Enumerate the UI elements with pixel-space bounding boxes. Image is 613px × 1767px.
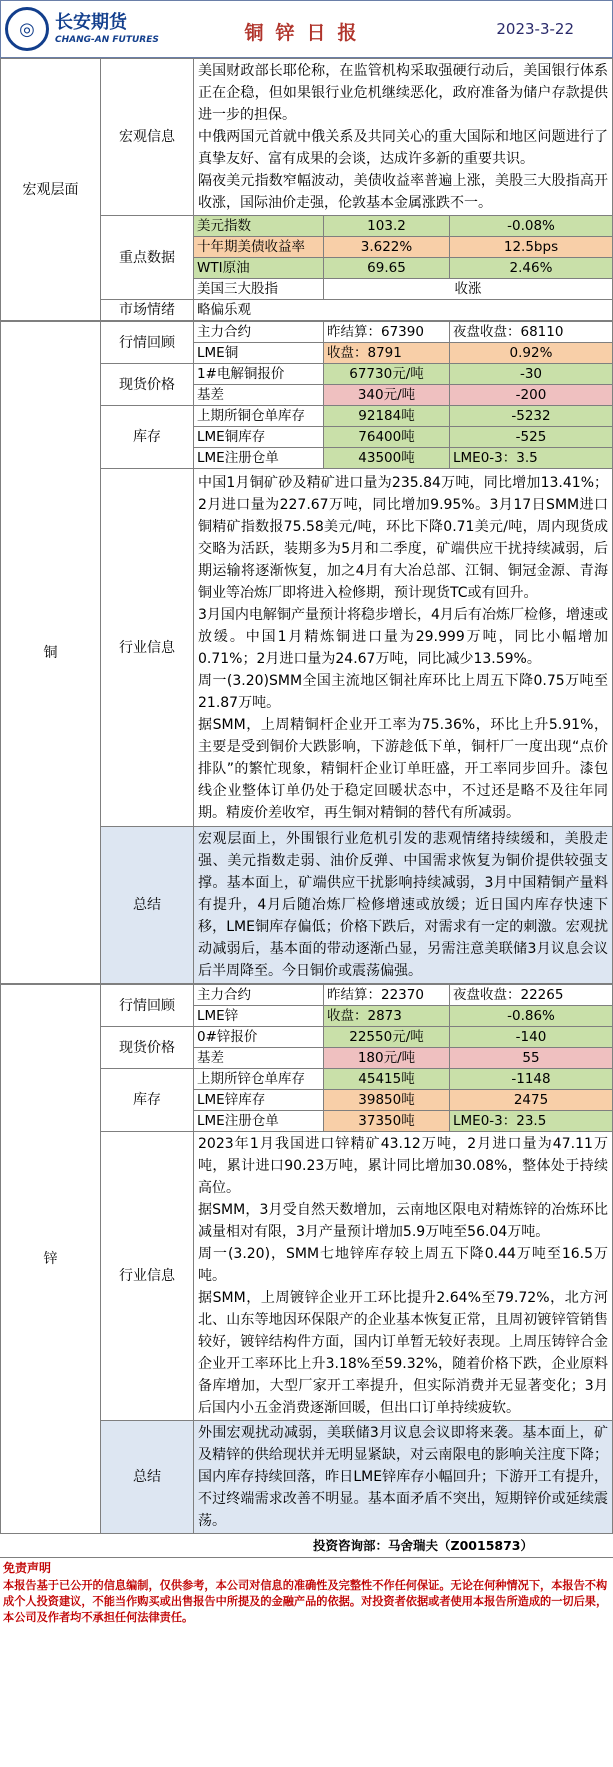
copper-industry-paragraph: 3月国内电解铜产量预计将稳步增长，4月后有冶炼厂检修，增速或放缓。中国1月精炼铜进口量为29.999万吨，同比小幅增加0.71%；2月进口量为24.67万吨，同比减少13.59%。 <box>198 606 608 667</box>
macro-section-label: 宏观层面 <box>1 59 101 321</box>
key-data-name: 十年期美债收益率 <box>194 237 324 258</box>
zinc-stock-change: -1148 <box>450 1069 613 1090</box>
disclaimer-title: 免责声明 <box>3 1561 52 1575</box>
zinc-industry-paragraph: 2023年1月我国进口锌精矿43.12万吨，2月进口量为47.11万吨，累计进口90.23万吨，累计同比增加30.08%，整体处于持续高位。 <box>198 1136 608 1196</box>
copper-table <box>0 321 613 984</box>
zinc-stock-value: 39850吨 <box>324 1090 450 1111</box>
macro-info-cell <box>194 59 613 216</box>
logo-emblem-icon: ◎ <box>5 7 49 51</box>
copper-stock-change: LME0-3：3.5 <box>450 448 613 469</box>
logo-en-text: CHANG-AN FUTURES <box>55 35 159 45</box>
copper-stock-value: 92184吨 <box>324 406 450 427</box>
report-title: 铜锌日报 <box>244 22 369 44</box>
macro-info-paragraph: 隔夜美元指数窄幅波动，美债收益率普遍上涨，美股三大股指高开收涨，国际油价走强，伦敦基本金属涨跌不一。 <box>198 173 608 211</box>
key-data-label: 重点数据 <box>101 216 194 300</box>
copper-basis-name: 基差 <box>194 385 324 406</box>
zinc-stock-name: LME注册仓单 <box>194 1111 324 1132</box>
copper-basis-change: -200 <box>450 385 613 406</box>
key-data-value: 103.2 <box>324 216 450 237</box>
zinc-stock-change: 2475 <box>450 1090 613 1111</box>
copper-spot-label: 现货价格 <box>101 364 194 406</box>
logo-cn-text: 长安期货 <box>55 12 127 33</box>
copper-section-label: 铜 <box>1 322 101 984</box>
copper-night-close: 夜盘收盘：68110 <box>450 322 613 343</box>
zinc-basis-name: 基差 <box>194 1048 324 1069</box>
copper-spot-change: -30 <box>450 364 613 385</box>
zinc-market-label: 行情回顾 <box>101 985 194 1027</box>
key-data-name: WTI原油 <box>194 258 324 279</box>
copper-stock-change: -525 <box>450 427 613 448</box>
report-header <box>0 0 613 58</box>
copper-industry-paragraph: 周一(3.20)SMM全国主流地区铜社库环比上周五下降0.75万吨至21.87万吨。 <box>198 672 608 711</box>
copper-industry-cell <box>194 469 613 827</box>
report-date: 2023-3-22 <box>496 20 574 38</box>
copper-spot-name: 1#电解铜报价 <box>194 364 324 385</box>
zinc-stock-change: LME0-3：23.5 <box>450 1111 613 1132</box>
key-data-value: 收涨 <box>324 279 613 300</box>
zinc-stock-name: 上期所锌仓单库存 <box>194 1069 324 1090</box>
copper-market-label: 行情回顾 <box>101 322 194 364</box>
copper-main-contract: 主力合约 <box>194 322 324 343</box>
key-data-name: 美元指数 <box>194 216 324 237</box>
zinc-prev-settle: 昨结算：22370 <box>324 985 450 1006</box>
zinc-stock-name: LME锌库存 <box>194 1090 324 1111</box>
copper-lme-name: LME铜 <box>194 343 324 364</box>
zinc-main-contract: 主力合约 <box>194 985 324 1006</box>
copper-stock-name: LME注册仓单 <box>194 448 324 469</box>
copper-stock-change: -5232 <box>450 406 613 427</box>
zinc-table <box>0 984 613 1534</box>
copper-stock-name: 上期所铜仓单库存 <box>194 406 324 427</box>
copper-basis-value: 340元/吨 <box>324 385 450 406</box>
zinc-spot-price: 22550元/吨 <box>324 1027 450 1048</box>
key-data-change: 2.46% <box>450 258 613 279</box>
zinc-lme-change: -0.86% <box>450 1006 613 1027</box>
key-data-change: 12.5bps <box>450 237 613 258</box>
copper-stock-value: 76400吨 <box>324 427 450 448</box>
zinc-basis-change: 55 <box>450 1048 613 1069</box>
zinc-lme-name: LME锌 <box>194 1006 324 1027</box>
macro-info-label: 宏观信息 <box>101 59 194 216</box>
copper-prev-settle: 昨结算：67390 <box>324 322 450 343</box>
macro-table <box>0 58 613 321</box>
zinc-night-close: 夜盘收盘：22265 <box>450 985 613 1006</box>
zinc-spot-change: -140 <box>450 1027 613 1048</box>
copper-spot-price: 67730元/吨 <box>324 364 450 385</box>
macro-info-paragraph: 美国财政部长耶伦称，在监管机构采取强硬行动后，美国银行体系正在企稳，但如果银行业危机继续恶化，政府准备为储户存款提供进一步的担保。 <box>198 63 608 123</box>
zinc-lme-close: 收盘：2873 <box>324 1006 450 1027</box>
key-data-change: -0.08% <box>450 216 613 237</box>
copper-industry-label: 行业信息 <box>101 469 194 827</box>
zinc-industry-cell <box>194 1132 613 1421</box>
zinc-stock-value: 45415吨 <box>324 1069 450 1090</box>
copper-industry-paragraph: 据SMM，上周精铜杆企业开工率为75.36%，环比上升5.91%，主要是受到铜价大跌影响，下游趁低下单，铜杆厂一度出现“点价排队”的繁忙现象，精铜杆企业订单旺盛，开工率同步回升。漆包线企业整体订单仍处于稳定回暖状态中，不过还是略不及往年同期。精废价差收窄，再生铜对精铜的替代有所减弱。 <box>198 716 608 821</box>
zinc-industry-label: 行业信息 <box>101 1132 194 1421</box>
copper-lme-close: 收盘：8791 <box>324 343 450 364</box>
key-data-value: 3.622% <box>324 237 450 258</box>
zinc-stock-label: 库存 <box>101 1069 194 1132</box>
copper-summary-label: 总结 <box>101 827 194 984</box>
zinc-industry-paragraph: 据SMM，3月受自然天数增加，云南地区限电对精炼锌的冶炼环比减量相对有限，3月产量预计增加5.9万吨至56.04万吨。 <box>198 1202 608 1240</box>
copper-lme-change: 0.92% <box>450 343 613 364</box>
copper-stock-value: 43500吨 <box>324 448 450 469</box>
copper-stock-label: 库存 <box>101 406 194 469</box>
zinc-spot-name: 0#锌报价 <box>194 1027 324 1048</box>
zinc-summary: 外围宏观扰动减弱，美联储3月议息会议即将来袭。基本面上，矿及精锌的供给现状并无明显紧缺，对云南限电的影响关注度下降；国内库存持续回落，昨日LME锌库存小幅回升；下游开工有提升，不过终端需求改善不明显。基本面矛盾不突出，短期锌价或延续震荡。 <box>194 1421 613 1534</box>
zinc-basis-value: 180元/吨 <box>324 1048 450 1069</box>
zinc-section-label: 锌 <box>1 985 101 1534</box>
macro-info-paragraph: 中俄两国元首就中俄关系及共同关心的重大国际和地区问题进行了真挚友好、富有成果的会谈，达成许多新的重要共识。 <box>198 129 608 167</box>
zinc-spot-label: 现货价格 <box>101 1027 194 1069</box>
key-data-value: 69.65 <box>324 258 450 279</box>
copper-industry-paragraph: 中国1月铜矿砂及精矿进口量为235.84万吨，同比增加13.41%；2月进口量为227.67万吨，同比增加9.95%。3月17日SMM进口铜精矿指数报75.58美元/吨，环比下降0.71美元/吨，周内现货成交略为活跃，装期多为5月和二季度，矿端供应干扰持续减弱，后期运输将逐渐恢复，加之4月有大冶总部、江铜、铜冠金源、青海铜业等冶炼厂即将进入检修期，预计现货TC或有回升。 <box>198 474 608 601</box>
copper-stock-name: LME铜库存 <box>194 427 324 448</box>
copper-summary: 宏观层面上，外围银行业危机引发的悲观情绪持续缓和，美股走强、美元指数走弱、油价反弹、中国需求恢复为铜价提供较强支撑。基本面上，矿端供应干扰影响持续减弱，3月中国精铜产量料有提升，4月后随冶炼厂检修增速或放缓；近日国内库存快速下移，LME铜库存偏低；价格下跌后，对需求有一定的刺激。宏观扰动减弱后，基本面的带动逐渐凸显，另需注意美联储3月议息会议后半周降至。今日铜价或震荡偏强。 <box>194 827 613 984</box>
sentiment-label: 市场情绪 <box>101 300 194 321</box>
sentiment-value: 略偏乐观 <box>194 300 613 321</box>
zinc-industry-paragraph: 周一(3.20)，SMM七地锌库存较上周五下降0.44万吨至16.5万吨。 <box>198 1246 608 1284</box>
zinc-stock-value: 37350吨 <box>324 1111 450 1132</box>
disclaimer-text: 本报告基于已公开的信息编制，仅供参考，本公司对信息的准确性及完整性不作任何保证。无论在何种情况下，本报告不构成个人投资建议，不能当作购买或出售报告中所提及的金融产品的依据。对投资者依据或者使用本报告所造成的一切后果，本公司及作者均不承担任何法律责任。 <box>3 1579 608 1624</box>
zinc-summary-label: 总结 <box>101 1421 194 1534</box>
analyst-credit: 投资咨询部：马舍瑞夫（Z0015873） <box>0 1534 613 1558</box>
key-data-name: 美国三大股指 <box>194 279 324 300</box>
zinc-industry-paragraph: 据SMM，上周镀锌企业开工环比提升2.64%至79.72%，北方河北、山东等地因环保限产的企业基本恢复正常，且周初镀锌管销售较好，镀锌结构件方面，国内订单暂无较好表现。上周压铸锌合金企业开工率环比上升3.18%至59.32%，随着价格下跌，企业原料备库增加，大型厂家开工率提升，但实际消费并无显著变化；3月后国内小五金消费逐渐回暖，但出口订单持续疲软。 <box>198 1290 608 1416</box>
